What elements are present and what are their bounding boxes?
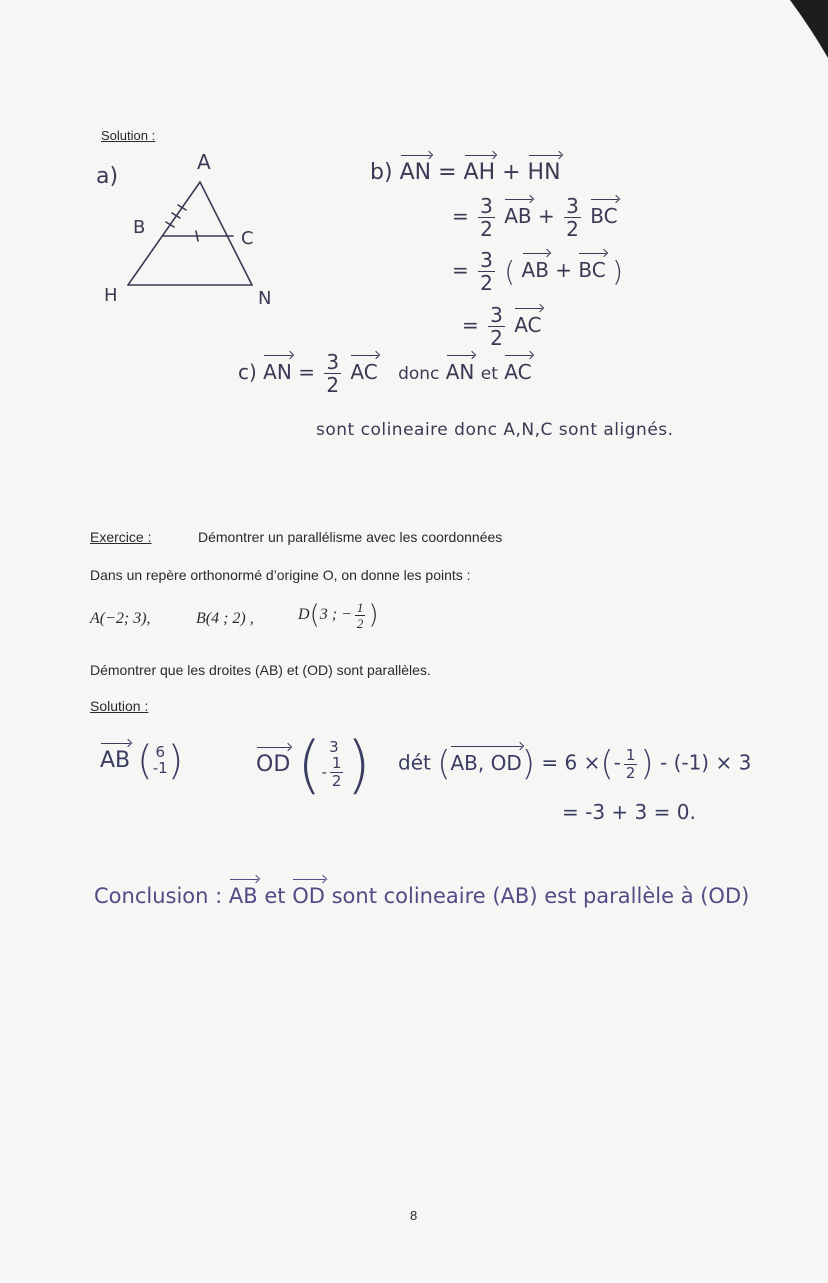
fraction-numerator: 1 — [625, 745, 636, 764]
fraction-denominator: 2 — [490, 326, 503, 350]
fraction — [624, 745, 638, 782]
det-result: = -3 + 3 = 0. — [562, 800, 696, 824]
exercise-intro: Dans un repère orthonormé d’origine O, on donne les points : — [90, 567, 471, 583]
part-c-label: c) — [238, 360, 257, 384]
tick-mark-4 — [196, 231, 198, 241]
paren-close: ) — [346, 728, 371, 801]
fraction-numerator: 1 — [331, 753, 342, 772]
exercise-label: Exercice : — [90, 529, 152, 545]
equals-sign: = — [452, 258, 469, 282]
fraction — [488, 305, 505, 348]
fraction-denominator: 2 — [480, 217, 493, 241]
equals-sign: = — [541, 750, 559, 775]
paren-close: ) — [368, 600, 379, 630]
paren-close: ) — [640, 744, 654, 784]
paren-close: ) — [521, 744, 535, 784]
conclusion-word-et: et — [264, 884, 286, 908]
part-b-line-3 — [452, 250, 623, 293]
point-b-coords: B(4 ; 2) , — [196, 610, 254, 627]
column-vector — [153, 745, 168, 777]
fraction-numerator: 3 — [490, 303, 503, 327]
fraction-numerator: 3 — [480, 194, 493, 218]
point-d-prefix: D — [298, 606, 310, 623]
part-b-label: b) — [370, 160, 393, 185]
vector-ab: AB — [228, 884, 258, 908]
point-d-coords — [298, 600, 379, 630]
part-b-line-1 — [370, 160, 561, 185]
vector-ac: AC — [514, 313, 542, 337]
part-b-line-4 — [462, 305, 542, 348]
fraction-numerator: 3 — [566, 194, 579, 218]
det-term-2: (-1) × 3 — [673, 750, 752, 775]
vector-ac: AC — [350, 360, 378, 384]
equals-sign: = — [462, 313, 479, 337]
conclusion-text: sont colineaire (AB) est parallèle à (OD) — [331, 884, 750, 908]
paren-open: ( — [437, 744, 451, 784]
vector-ah: AH — [463, 160, 496, 185]
det-args: AB, OD — [450, 750, 522, 775]
vector-hn: HN — [527, 160, 561, 185]
point-label-h: H — [104, 285, 118, 306]
fraction-denominator: 2 — [625, 763, 636, 782]
fraction — [478, 196, 495, 239]
page-number: 8 — [410, 1208, 418, 1223]
vector-an: AN — [399, 160, 432, 185]
equals-sign: = — [452, 204, 469, 228]
vector-od: OD — [292, 884, 325, 908]
vector-x: 3 — [329, 738, 339, 757]
fraction-numerator: 3 — [326, 350, 340, 374]
part-a-label: a) — [96, 164, 119, 189]
point-label-c: C — [241, 228, 254, 249]
plus-sign: + — [555, 258, 573, 282]
vector-y: -1 — [152, 759, 168, 777]
conclusion-line — [94, 884, 749, 908]
fraction-denominator: 2 — [356, 615, 364, 631]
exercise-question: Démontrer que les droites (AB) et (OD) sont parallèles. — [90, 662, 431, 678]
vector-an: AN — [445, 360, 475, 384]
fraction — [330, 753, 344, 790]
point-a-coords: A(−2; 3), — [90, 610, 151, 627]
word-et: et — [480, 364, 498, 384]
fraction-denominator: 2 — [480, 271, 493, 295]
plus-sign: + — [502, 160, 521, 185]
det-term-1: 6 × — [564, 750, 601, 775]
vector-bc: BC — [590, 204, 618, 228]
fraction — [564, 196, 581, 239]
fraction — [355, 601, 366, 630]
vector-ab-coords — [100, 738, 183, 784]
word-donc: donc — [398, 364, 440, 384]
corner-shadow-shape — [790, 0, 828, 58]
paren-close: ) — [612, 255, 624, 288]
vector-ab: AB — [100, 748, 131, 773]
vector-x: 6 — [155, 743, 166, 762]
det-word: dét — [398, 750, 431, 775]
vector-y — [321, 753, 346, 790]
fraction-denominator: 2 — [331, 771, 342, 790]
paren-open: ( — [297, 728, 322, 801]
point-label-n: N — [258, 288, 272, 309]
vector-od: OD — [256, 751, 291, 777]
fraction — [324, 352, 341, 395]
point-d-x: 3 ; − — [319, 606, 352, 623]
paren-open: ( — [504, 255, 516, 288]
vector-ac: AC — [504, 360, 532, 384]
plus-sign: + — [537, 204, 555, 228]
point-label-b: B — [133, 217, 146, 238]
conclusion-label: Conclusion : — [94, 884, 223, 908]
solution-heading-2: Solution : — [90, 698, 149, 714]
fraction-numerator: 1 — [356, 599, 364, 615]
fraction — [478, 250, 495, 293]
minus-sign: - — [613, 750, 621, 775]
paren-close: ) — [167, 738, 184, 784]
minus-sign: - — [659, 750, 668, 775]
exercise-title: Démontrer un parallélisme avec les coordonnées — [198, 529, 503, 545]
minus-sign: - — [321, 762, 327, 781]
fraction-numerator: 3 — [480, 248, 493, 272]
paren-open: ( — [137, 738, 153, 784]
paren-open: ( — [309, 600, 320, 630]
point-label-a: A — [197, 150, 211, 174]
equals-sign: = — [438, 160, 457, 185]
part-b-line-2 — [452, 196, 618, 239]
corner-shadow — [790, 0, 828, 60]
vector-ab: AB — [504, 204, 532, 228]
vector-an: AN — [263, 360, 292, 384]
vector-ab: AB — [521, 258, 549, 282]
determinant-line — [398, 744, 751, 784]
equals-sign: = — [298, 360, 315, 384]
fraction-denominator: 2 — [566, 217, 579, 241]
fraction-denominator: 2 — [326, 373, 340, 397]
tick-mark-1 — [178, 205, 186, 210]
paren-open: ( — [600, 744, 614, 784]
solution-heading-1: Solution : — [101, 128, 156, 143]
part-c-line-2: sont colineaire donc A,N,C sont alignés. — [316, 420, 674, 440]
part-c-line-1 — [238, 352, 532, 395]
vector-od-coords — [256, 728, 371, 801]
vector-bc: BC — [578, 258, 606, 282]
column-vector — [321, 740, 346, 789]
